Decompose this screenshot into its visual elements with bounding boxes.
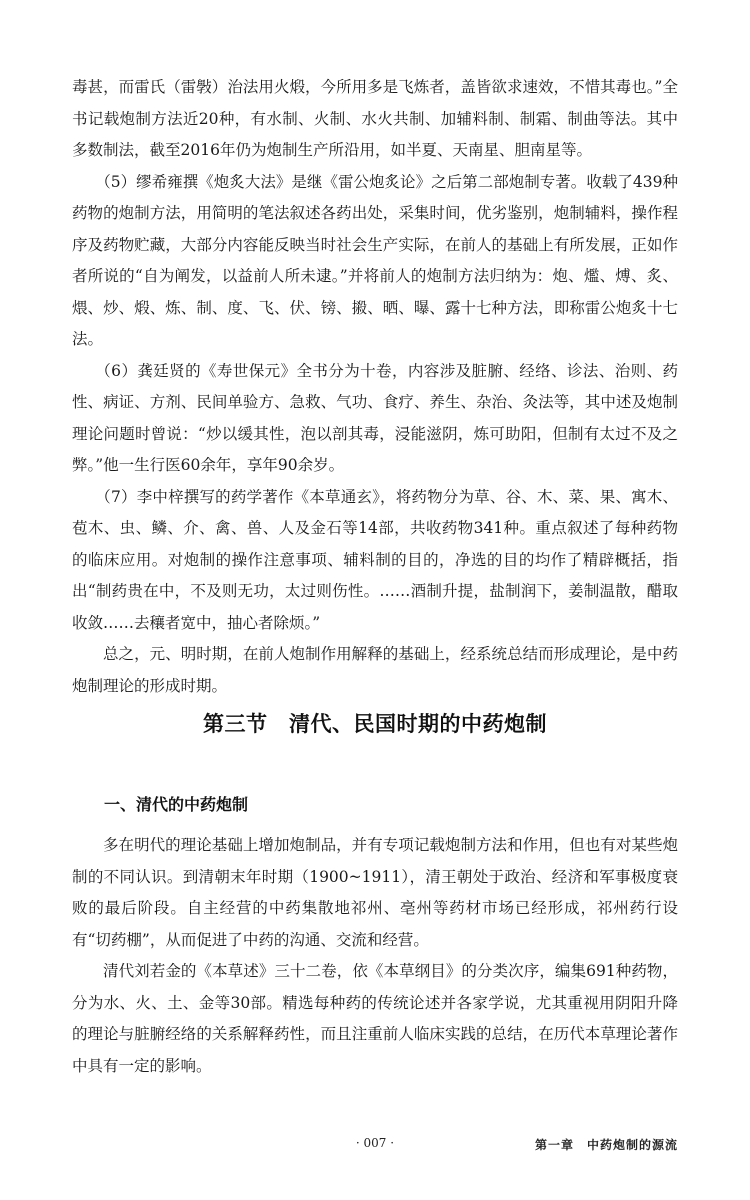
body-text-bottom [72, 830, 678, 1082]
subsection-title: 一、清代的中药炮制 [104, 795, 249, 814]
section-title: 第三节 清代、民国时期的中药炮制 [203, 712, 547, 736]
paragraph-bencaoshu: 清代刘若金的《本草述》三十二卷，依《本草纲目》的分类次序，编集691种药物，分为水、火、土、金等30部。精选每种药的传统论述并各家学说，尤其重视用阴阳升降的理论与脏腑经络的关系解释药性，而且注重前人临床实践的总结，在历代本草理论著作中具有一定的影响。 [72, 962, 678, 1075]
paragraph-continuation: 毒甚，而雷氏（雷斅）治法用火煅，今所用多是飞炼者，盖皆欲求速效，不惜其毒也。”全书记载炮制方法近20种，有水制、火制、水火共制、加辅料制、制霜、制曲等法。其中多数制法，截至2016年仍为炮制生产所沿用，如半夏、天南星、胆南星等。 [72, 78, 678, 159]
page-number: · 007 · [355, 1136, 395, 1150]
paragraph-item-5: （5）缪希雍撰《炮炙大法》是继《雷公炮炙论》之后第二部炮制专著。收载了439种药物的炮制方法，用简明的笔法叙述各药出处，采集时间，优劣鉴别，炮制辅料，操作程序及药物贮藏，大部分内容能反映当时社会生产实际，在前人的基础上有所发展，正如作者所说的“自为阐发，以益前人所未逮。”并将前人的炮制方法归纳为：炮、爁、煿、炙、煨、炒、煅、炼、制、度、飞、伏、镑、摋、晒、曝、露十七种方法，即称雷公炮炙十七法。 [72, 172, 678, 348]
body-text-top [72, 72, 678, 702]
paragraph-item-6: （6）龚廷贤的《寿世保元》全书分为十卷，内容涉及脏腑、经络、诊法、治则、药性、病证、方剂、民间单验方、急救、气功、食疗、养生、杂治、灸法等，其中述及炮制理论问题时曾说：“炒以缓其性，泡以剖其毒，浸能滋阴，炼可助阳，但制有太过不及之弊。”他一生行医60余年，享年90余岁。 [72, 361, 678, 474]
paragraph-summary: 总之，元、明时期，在前人炮制作用解释的基础上，经系统总结而形成理论，是中药炮制理论的形成时期。 [72, 645, 678, 695]
running-footer-chapter: 第一章 中药炮制的源流 [534, 1138, 678, 1152]
paragraph-item-7: （7）李中梓撰写的药学著作《本草通玄》，将药物分为草、谷、木、菜、果、寓木、苞木、虫、鳞、介、禽、兽、人及金石等14部，共收药物341种。重点叙述了每种药物的临床应用。对炮制的操作注意事项、辅料制的目的，净选的目的均作了精辟概括，指出“制药贵在中，不及则无功，太过则伤性。……酒制升提，盐制润下，姜制温散，醋取收敛……去穰者宽中，抽心者除烦。” [72, 487, 678, 632]
paragraph-qing-intro: 多在明代的理论基础上增加炮制品，并有专项记载炮制方法和作用，但也有对某些炮制的不同认识。到清朝末年时期（1900~1911），清王朝处于政治、经济和军事极度衰败的最后阶段。自主经营的中药集散地祁州、亳州等药材市场已经形成，祁州药行设有“切药棚”，从而促进了中药的沟通、交流和经营。 [72, 836, 678, 949]
